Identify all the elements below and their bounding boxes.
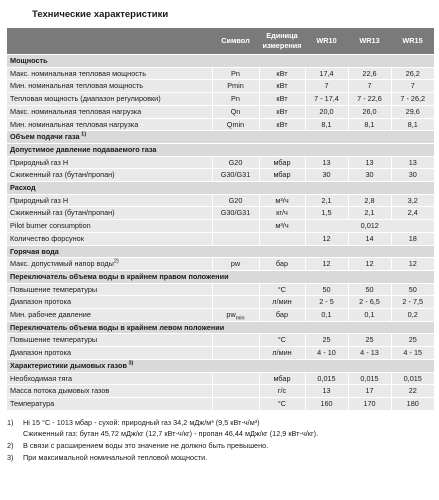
value-cell-wr15: 13 [391, 156, 434, 169]
unit-cell: кВт [259, 80, 305, 93]
value-cell-wr15: 22 [391, 385, 434, 398]
value-cell-wr10: 50 [305, 283, 348, 296]
value-cell-wr15: 2,4 [391, 207, 434, 220]
value-cell-wr13: 50 [348, 283, 391, 296]
section-label: Переключатель объема воды в крайнем правом положении [7, 270, 434, 283]
unit-cell: мбар [259, 156, 305, 169]
section-row [7, 270, 434, 283]
symbol-cell: G30/G31 [212, 207, 259, 220]
footnote-ref: 2) [113, 258, 119, 265]
symbol-cell: G20 [212, 194, 259, 207]
footnote-line: Сжиженный газ: бутан 45,72 мДж/кг (12,7 кВт-ч/кг) - пропан 46,44 мДж/кг (12,9 кВт-ч/кг). [23, 429, 319, 438]
param-label: Природный газ H [7, 156, 212, 169]
symbol-cell: Qn [212, 105, 259, 118]
value-cell-wr10: 20,0 [305, 105, 348, 118]
param-label: Макс. номинальная тепловая мощность [7, 67, 212, 80]
table-row [7, 283, 434, 296]
symbol-cell [212, 296, 259, 309]
unit-cell: л/мин [259, 347, 305, 360]
section-label: Объем подачи газа $^{1)}$ [7, 131, 434, 144]
unit-cell: м³/ч [259, 220, 305, 233]
footnote-line: В связи с расширением воды это значение не должно быть превышено. [23, 441, 269, 450]
unit-cell: °C [259, 397, 305, 410]
unit-cell: бар [259, 309, 305, 322]
value-cell-wr15: 0,2 [391, 309, 434, 322]
table-row [7, 207, 434, 220]
table-row [7, 232, 434, 245]
unit-cell: кВт [259, 118, 305, 131]
unit-cell: л/мин [259, 296, 305, 309]
section-row [7, 321, 434, 334]
param-label: Мин. номинальная тепловая мощность [7, 80, 212, 93]
value-cell-wr13: 0,015 [348, 372, 391, 385]
value-cell-wr13: 17 [348, 385, 391, 398]
header-model-wr13: WR13 [348, 28, 391, 55]
value-cell-wr10: 2 - 5 [305, 296, 348, 309]
footnote-number: 2) [7, 441, 14, 450]
value-cell-wr10: 12 [305, 232, 348, 245]
value-cell-wr13: 2 - 6,5 [348, 296, 391, 309]
symbol-cell: G20 [212, 156, 259, 169]
symbol-cell [212, 232, 259, 245]
footnote-text [23, 440, 434, 451]
value-cell-wr15: 8,1 [391, 118, 434, 131]
section-label: Расход [7, 182, 434, 195]
value-cell-wr15: 4 - 15 [391, 347, 434, 360]
value-cell-wr10: 8,1 [305, 118, 348, 131]
unit-cell: м³/ч [259, 194, 305, 207]
table-row [7, 67, 434, 80]
value-cell-wr13: 30 [348, 169, 391, 182]
param-label: Повышение температуры [7, 334, 212, 347]
value-cell-wr10: 13 [305, 156, 348, 169]
unit-cell: кг/ч [259, 207, 305, 220]
param-label: Сжиженный газ (бутан/пропан) [7, 169, 212, 182]
table-header-row [7, 28, 434, 55]
value-cell-wr13: 4 - 13 [348, 347, 391, 360]
section-row [7, 182, 434, 195]
value-cell-wr15: 25 [391, 334, 434, 347]
value-cell-wr10: 4 - 10 [305, 347, 348, 360]
param-label: Температура [7, 397, 212, 410]
footnote-text [23, 452, 434, 463]
symbol-cell [212, 347, 259, 360]
unit-cell: мбар [259, 169, 305, 182]
param-label: Необходимая тяга [7, 372, 212, 385]
table-row [7, 80, 434, 93]
symbol-cell [212, 385, 259, 398]
unit-cell [259, 232, 305, 245]
table-row [7, 105, 434, 118]
value-cell-all-models: 0,012 [305, 220, 434, 233]
symbol-cell [212, 283, 259, 296]
value-cell-wr15: 7 [391, 80, 434, 93]
value-cell-wr13: 14 [348, 232, 391, 245]
symbol-cell [212, 397, 259, 410]
footnote-text [23, 417, 434, 439]
header-model-wr10: WR10 [305, 28, 348, 55]
param-label: Мин. рабочее давление [7, 309, 212, 322]
table-body [7, 55, 434, 411]
value-cell-wr13: 0,1 [348, 309, 391, 322]
section-label: Переключатель объема воды в крайнем левом положении [7, 321, 434, 334]
footnote [7, 417, 434, 439]
value-cell-wr13: 170 [348, 397, 391, 410]
value-cell-wr15: 7 - 26,2 [391, 93, 434, 106]
table-row [7, 334, 434, 347]
param-label: Pilot burner consumption [7, 220, 212, 233]
value-cell-wr13: 7 [348, 80, 391, 93]
param-label: Природный газ H [7, 194, 212, 207]
header-symbol: Символ [212, 28, 259, 55]
section-row [7, 359, 434, 372]
section-row [7, 245, 434, 258]
symbol-cell: pw [212, 258, 259, 271]
value-cell-wr13: 25 [348, 334, 391, 347]
value-cell-wr13: 2,8 [348, 194, 391, 207]
table-row [7, 169, 434, 182]
header-param [7, 28, 212, 55]
section-row [7, 55, 434, 68]
value-cell-wr10: 160 [305, 397, 348, 410]
table-row [7, 118, 434, 131]
value-cell-wr10: 13 [305, 385, 348, 398]
symbol-cell: $pw_{min}$ [212, 309, 259, 322]
value-cell-wr13: 8,1 [348, 118, 391, 131]
value-cell-wr15: 29,6 [391, 105, 434, 118]
symbol-cell [212, 220, 259, 233]
value-cell-wr13: 13 [348, 156, 391, 169]
unit-cell: °C [259, 283, 305, 296]
value-cell-wr10: 17,4 [305, 67, 348, 80]
value-cell-wr10: 0,015 [305, 372, 348, 385]
value-cell-wr15: 180 [391, 397, 434, 410]
footnote-line: Hi 15 °C - 1013 мбар - сухой: природный газ 34,2 мДж/м³ (9,5 кВт-ч/м³) [23, 418, 260, 427]
symbol-cell [212, 334, 259, 347]
value-cell-wr10: 0,1 [305, 309, 348, 322]
param-label: Масса потока дымовых газов [7, 385, 212, 398]
value-cell-wr15: 18 [391, 232, 434, 245]
table-row [7, 156, 434, 169]
symbol-cell: Pn [212, 67, 259, 80]
table-row [7, 194, 434, 207]
table-row [7, 220, 434, 233]
param-label: Сжиженный газ (бутан/пропан) [7, 207, 212, 220]
table-row [7, 258, 434, 271]
param-label: Диапазон протока [7, 347, 212, 360]
value-cell-wr10: 12 [305, 258, 348, 271]
unit-cell: кВт [259, 105, 305, 118]
unit-cell: °C [259, 334, 305, 347]
table-row [7, 309, 434, 322]
unit-cell: бар [259, 258, 305, 271]
value-cell-wr13: 7 - 22,6 [348, 93, 391, 106]
value-cell-wr10: 1,5 [305, 207, 348, 220]
value-cell-wr15: 50 [391, 283, 434, 296]
footnote [7, 452, 434, 463]
footnote-line: При максимальной номинальной тепловой мощности. [23, 453, 208, 462]
table-row [7, 372, 434, 385]
symbol-cell: G30/G31 [212, 169, 259, 182]
symbol-cell: Pn [212, 93, 259, 106]
unit-cell: кВт [259, 93, 305, 106]
param-label: Повышение температуры [7, 283, 212, 296]
footnote-ref: 3) [126, 360, 134, 367]
symbol-subscript: min [235, 315, 245, 322]
value-cell-wr15: 30 [391, 169, 434, 182]
value-cell-wr13: 2,1 [348, 207, 391, 220]
header-unit: Единица измерения [259, 28, 305, 55]
value-cell-wr10: 25 [305, 334, 348, 347]
table-row [7, 93, 434, 106]
value-cell-wr10: 2,1 [305, 194, 348, 207]
footnote-number: 3) [7, 453, 14, 462]
value-cell-wr15: 12 [391, 258, 434, 271]
param-label: Тепловая мощность (диапазон регулировки) [7, 93, 212, 106]
table-row [7, 385, 434, 398]
value-cell-wr15: 3,2 [391, 194, 434, 207]
unit-cell: кВт [259, 67, 305, 80]
footnotes [7, 417, 434, 464]
table-row [7, 347, 434, 360]
value-cell-wr10: 7 - 17,4 [305, 93, 348, 106]
section-label: Характеристики дымовых газов $^{3)}$ [7, 359, 434, 372]
value-cell-wr13: 22,6 [348, 67, 391, 80]
table-row [7, 397, 434, 410]
footnote-ref: 1) [79, 131, 87, 138]
param-label: Макс. допустимый напор воды$^{2)}$ [7, 258, 212, 271]
section-label: Допустимое давление подаваемого газа [7, 143, 434, 156]
section-label: Горячая вода [7, 245, 434, 258]
value-cell-wr15: 2 - 7,5 [391, 296, 434, 309]
footnote-number: 1) [7, 418, 14, 427]
symbol-cell: Qmin [212, 118, 259, 131]
value-cell-wr13: 26,0 [348, 105, 391, 118]
symbol-cell [212, 372, 259, 385]
section-label: Мощность [7, 55, 434, 68]
section-row [7, 143, 434, 156]
param-label: Количество форсунок [7, 232, 212, 245]
value-cell-wr10: 7 [305, 80, 348, 93]
value-cell-wr15: 26,2 [391, 67, 434, 80]
symbol-cell: Pmin [212, 80, 259, 93]
value-cell-wr10: 30 [305, 169, 348, 182]
param-label: Диапазон протока [7, 296, 212, 309]
table-row [7, 296, 434, 309]
param-label: Мин. номинальная тепловая нагрузка [7, 118, 212, 131]
unit-cell: мбар [259, 372, 305, 385]
section-row [7, 131, 434, 144]
page-title: Технические характеристики [32, 9, 169, 20]
footnote [7, 440, 434, 451]
value-cell-wr13: 12 [348, 258, 391, 271]
unit-cell: г/с [259, 385, 305, 398]
header-model-wr15: WR15 [391, 28, 434, 55]
value-cell-wr15: 0,015 [391, 372, 434, 385]
param-label: Макс. номинальная тепловая нагрузка [7, 105, 212, 118]
specs-table [7, 28, 434, 411]
